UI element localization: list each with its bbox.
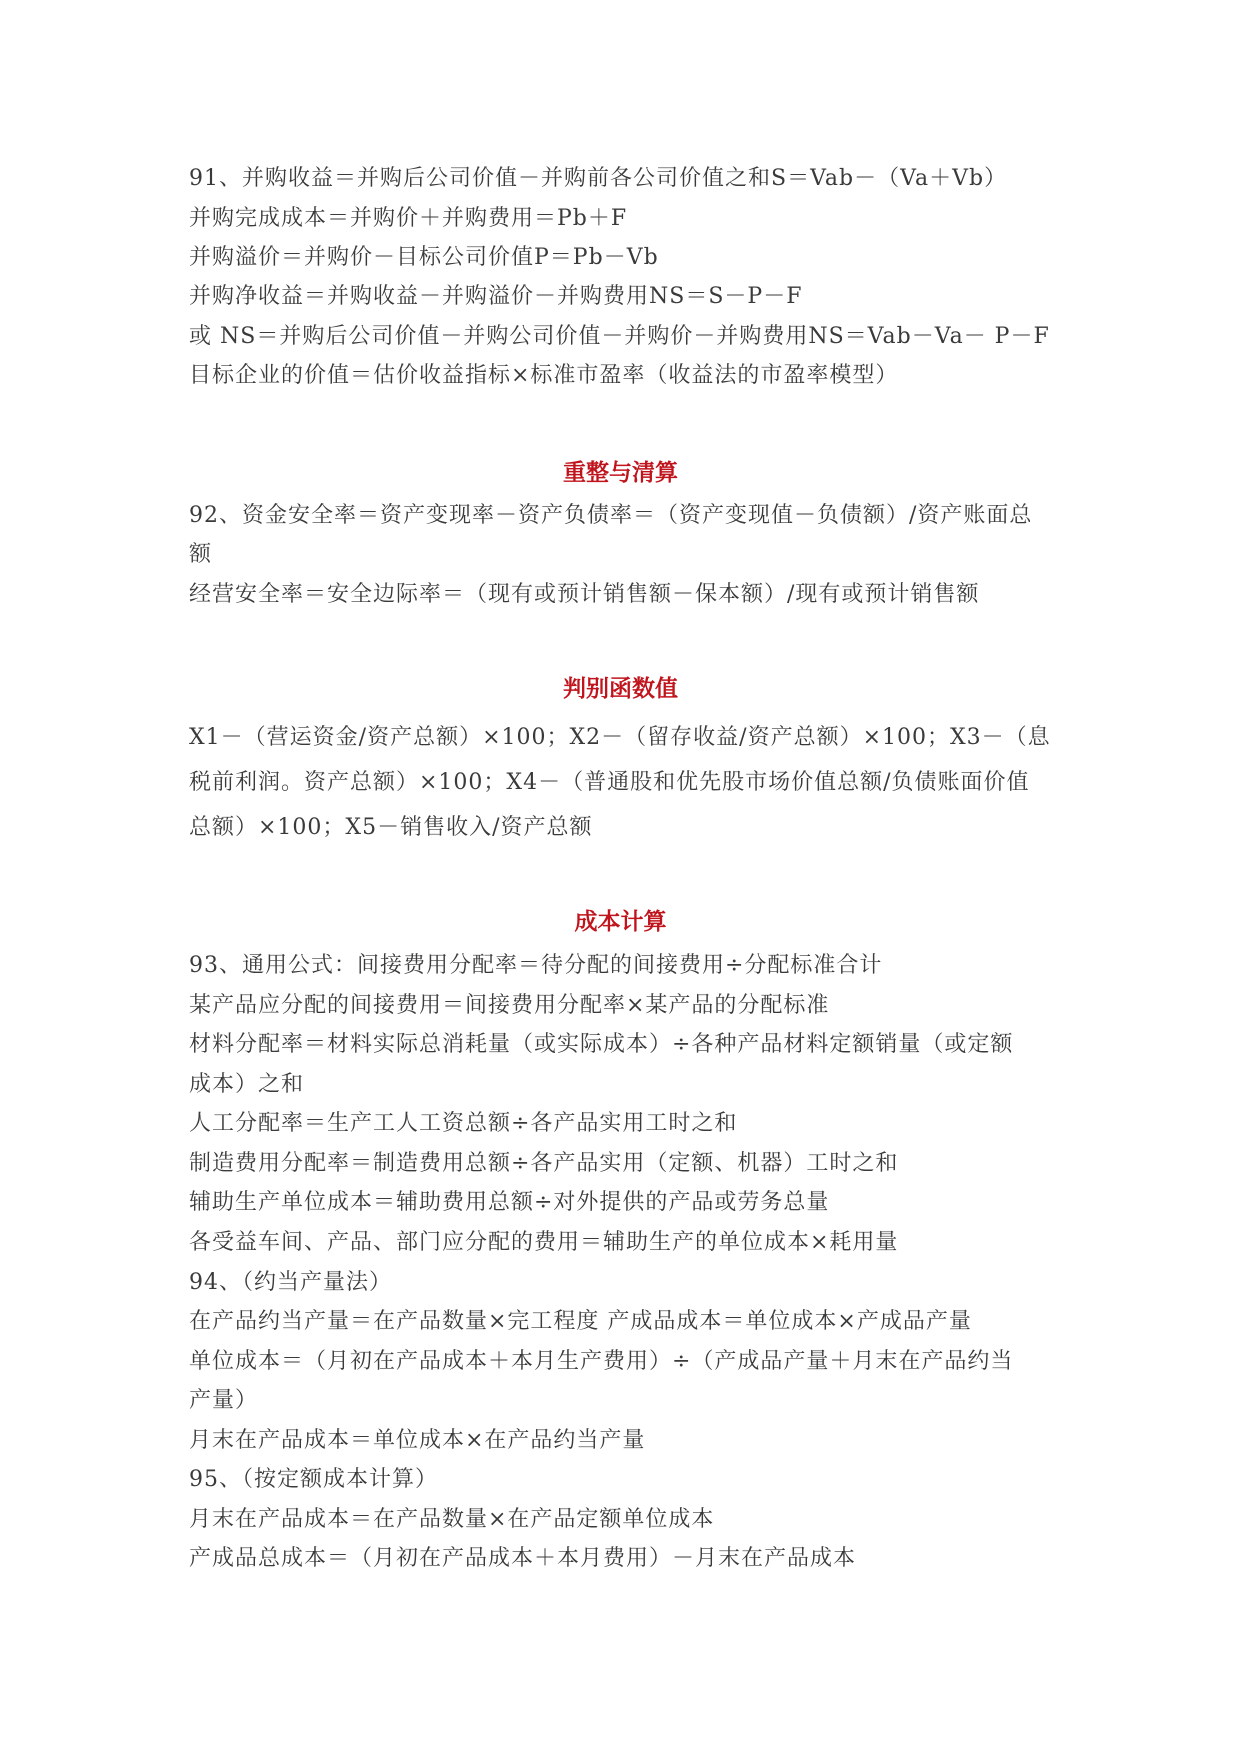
formula-line: X1－（营运资金/资产总额）×100；X2－（留存收益/资产总额）×100；X3－（息 (189, 725, 1051, 750)
formula-line: 总额）×100；X5－销售收入/资产总额 (189, 815, 593, 840)
formula-line: 94、（约当产量法） (189, 1270, 392, 1295)
formula-line: 并购净收益＝并购收益－并购溢价－并购费用NS＝S－P－F (189, 284, 803, 309)
section-heading-costing: 成本计算 (574, 909, 667, 935)
formula-line: 并购完成成本＝并购价＋并购费用＝Pb＋F (189, 206, 628, 231)
formula-line: 产成品总成本＝（月初在产品成本＋本月费用）－月末在产品成本 (189, 1546, 857, 1571)
formula-line: 月末在产品成本＝在产品数量×在产品定额单位成本 (189, 1507, 715, 1532)
formula-line: 额 (189, 542, 213, 567)
formula-line: 93、通用公式：间接费用分配率＝待分配的间接费用÷分配标准合计 (189, 953, 883, 978)
formula-line: 月末在产品成本＝单位成本×在产品约当产量 (189, 1428, 646, 1453)
formula-line: 产量） (189, 1388, 259, 1413)
formula-line: 92、资金安全率＝资产变现率－资产负债率＝（资产变现值－负债额）/资产账面总 (189, 503, 1033, 528)
formula-line: 税前利润。资产总额）×100；X4－（普通股和优先股市场价值总额/负债账面价值 (189, 770, 1030, 795)
formula-line: 在产品约当产量＝在产品数量×完工程度 产成品成本＝单位成本×产成品产量 (189, 1309, 972, 1334)
formula-line: 95、（按定额成本计算） (189, 1467, 438, 1492)
formula-line: 某产品应分配的间接费用＝间接费用分配率×某产品的分配标准 (189, 993, 830, 1018)
formula-line: 制造费用分配率＝制造费用总额÷各产品实用（定额、机器）工时之和 (189, 1151, 899, 1176)
formula-line: 目标企业的价值＝估价收益指标×标准市盈率（收益法的市盈率模型） (189, 363, 899, 388)
formula-line: 单位成本＝（月初在产品成本＋本月生产费用）÷（产成品产量＋月末在产品约当 (189, 1349, 1014, 1374)
formula-line: 或 NS＝并购后公司价值－并购公司价值－并购价－并购费用NS＝Vab－Va－ P－F (189, 324, 1050, 349)
formula-line: 材料分配率＝材料实际总消耗量（或实际成本）÷各种产品材料定额销量（或定额 (189, 1032, 1014, 1057)
formula-line: 并购溢价＝并购价－目标公司价值P＝Pb－Vb (189, 245, 659, 270)
section-heading-discriminant: 判别函数值 (563, 676, 678, 702)
formula-line: 各受益车间、产品、部门应分配的费用＝辅助生产的单位成本×耗用量 (189, 1230, 899, 1255)
section-heading-reorg: 重整与清算 (563, 460, 678, 486)
formula-line: 人工分配率＝生产工人工资总额÷各产品实用工时之和 (189, 1111, 738, 1136)
formula-line: 辅助生产单位成本＝辅助费用总额÷对外提供的产品或劳务总量 (189, 1190, 830, 1215)
formula-line: 经营安全率＝安全边际率＝（现有或预计销售额－保本额）/现有或预计销售额 (189, 582, 980, 607)
formula-line: 成本）之和 (189, 1072, 305, 1097)
formula-line: 91、并购收益＝并购后公司价值－并购前各公司价值之和S＝Vab－（Va＋Vb） (189, 166, 1008, 191)
